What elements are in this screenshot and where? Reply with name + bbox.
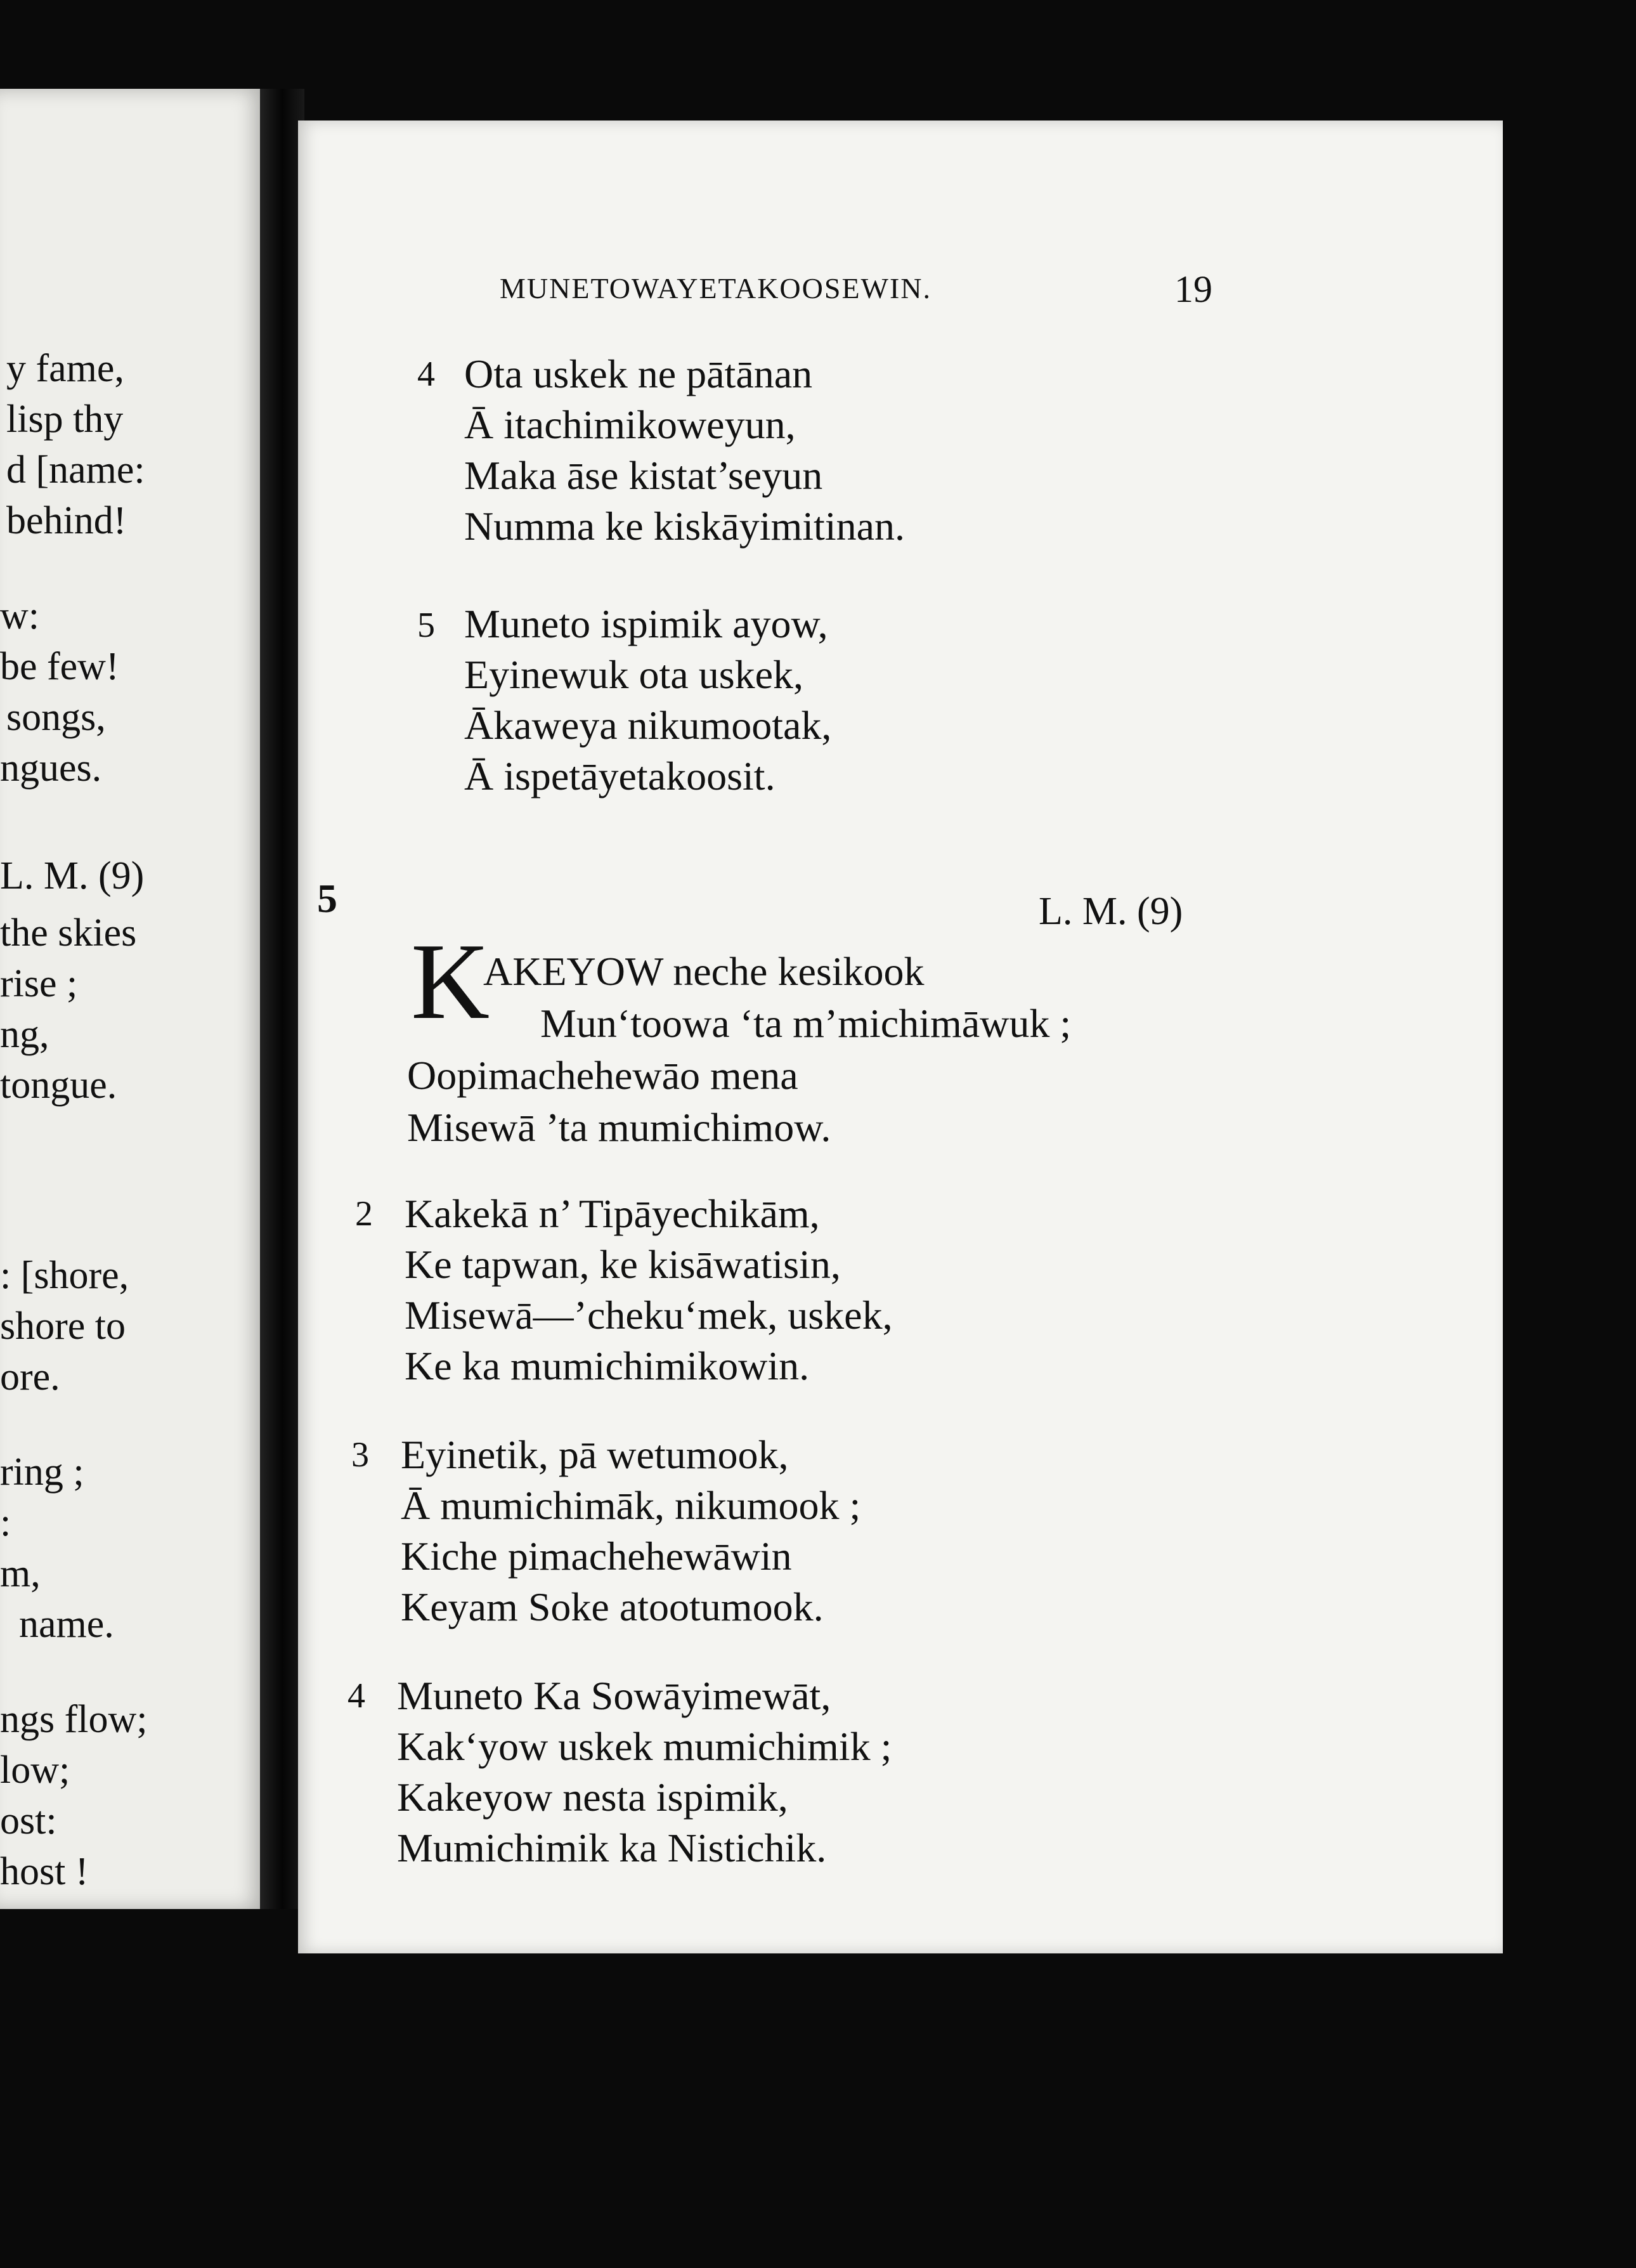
left-line: rise ; [0,962,78,1005]
left-line: the skies [0,911,137,955]
verse-line: Keyam Soke atootumook. [401,1584,824,1629]
drop-cap: K [411,922,490,1042]
running-header: MUNETOWAYETAKOOSEWIN. [500,272,932,304]
left-line: be few! [0,645,119,688]
left-line: : [shore, [0,1254,129,1297]
left-line: shore to [0,1305,126,1348]
left-line: ost: [0,1799,57,1842]
left-line: name. [19,1603,114,1646]
verse-line: Kakekā n’ Tipāyechikām, [405,1191,820,1236]
left-line: : [0,1501,11,1544]
left-line: low; [0,1749,70,1792]
verse-line: Misewā—’cheku‘mek, uskek, [405,1293,893,1338]
page-number: 19 [1174,268,1212,310]
verse-line: Kak‘yow uskek mumichimik ; [397,1724,892,1769]
verse-line: Ā mumichimāk, nikumook ; [401,1483,861,1528]
verse-line: Misewā ’ta mumichimow. [407,1105,831,1150]
verse-line: Numma ke kiskāyimitinan. [464,504,905,549]
left-line: m, [0,1552,41,1595]
verse-line: Ā itachimikoweyun, [464,402,796,447]
left-line: lisp thy [6,398,124,441]
left-line: ng, [0,1013,49,1056]
verse-line: Kiche pimachehewāwin [401,1534,792,1579]
left-line: w: [0,594,39,637]
left-line: host ! [0,1850,89,1893]
verse-line: Oopimachehewāo mena [407,1053,798,1098]
left-line: tongue. [0,1064,117,1107]
left-line: ngs flow; [0,1698,148,1741]
verse-line: Eyinetik, pā wetumook, [401,1432,789,1477]
verse-number: 3 [351,1435,369,1475]
verse-line: Ota uskek ne pātānan [464,351,813,396]
left-line: d [name: [6,448,145,492]
verse-number: 2 [355,1194,373,1234]
left-line: ore. [0,1355,60,1398]
left-line: ring ; [0,1450,84,1494]
verse-line: Ke tapwan, ke kisāwatisin, [405,1242,841,1287]
verse-line: Ke ka mumichimikowin. [405,1343,810,1388]
verse-number: 4 [347,1676,365,1716]
verse-line: Ā ispetāyetakoosit. [464,753,776,798]
verse-line: Mun‘toowa ‘ta m’michimāwuk ; [540,1001,1072,1046]
left-line: ngues. [0,746,102,790]
right-page [298,121,1503,1953]
hymn-meter: L. M. (9) [1039,890,1183,933]
verse-number: 5 [417,606,435,645]
verse-number: 4 [417,355,435,394]
left-line: L. M. (9) [0,854,145,897]
left-page [0,89,266,1909]
verse-line: Muneto ispimik ayow, [464,601,828,646]
verse-line: AKEYOW neche kesikook [483,949,925,994]
verse-line: Eyinewuk ota uskek, [464,652,803,697]
verse-line: Kakeyow nesta ispimik, [397,1775,788,1820]
left-line: y fame, [6,347,124,390]
hymn-number: 5 [317,876,337,921]
left-line: behind! [6,499,127,542]
left-line: songs, [6,696,106,739]
verse-line: Mumichimik ka Nistichik. [397,1825,827,1870]
verse-line: Ākaweya nikumootak, [464,703,832,748]
verse-line: Maka āse kistat’seyun [464,453,823,498]
verse-line: Muneto Ka Sowāyimewāt, [397,1673,831,1718]
